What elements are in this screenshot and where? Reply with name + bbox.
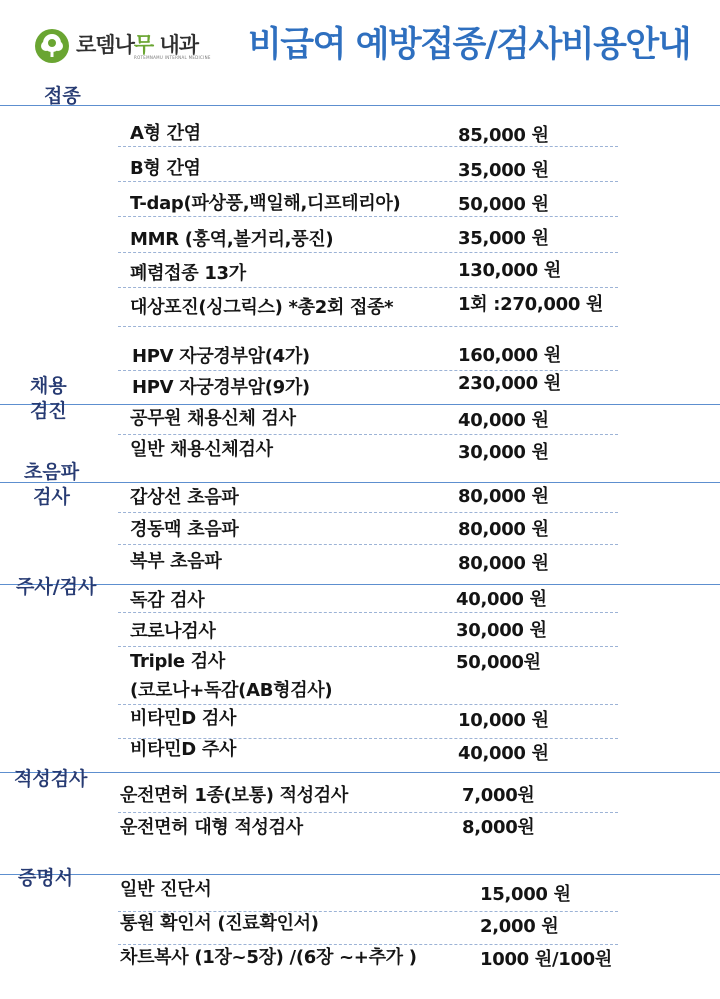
item-price: 50,000 원 — [458, 194, 549, 215]
row-divider — [118, 704, 618, 705]
item-price: 230,000 원 — [458, 373, 561, 394]
item-price: 40,000 원 — [458, 743, 549, 764]
item-price: 130,000 원 — [458, 260, 561, 281]
item-price: 1000 원/100원 — [480, 949, 612, 970]
section-employment: 채용 검진 — [30, 375, 67, 422]
item-price: 160,000 원 — [458, 345, 561, 366]
logo-subtitle: ROTEMNAMU INTERNAL MEDICINE — [134, 55, 211, 60]
section-certificate: 증명서 — [18, 867, 74, 889]
item-price: 50,000원 — [456, 652, 541, 673]
item-name: 비타민D 주사 — [130, 739, 237, 760]
item-price: 40,000 원 — [458, 410, 549, 431]
item-price: 35,000 원 — [458, 160, 549, 181]
item-price: 8,000원 — [462, 817, 535, 838]
section-rule — [0, 482, 720, 483]
row-divider — [118, 544, 618, 545]
row-divider — [118, 370, 618, 371]
section-rule — [0, 584, 720, 585]
section-rule — [0, 105, 720, 106]
item-name: T-dap(파상풍,백일해,디프테리아) — [130, 193, 401, 214]
item-name: 독감 검사 — [130, 590, 205, 611]
logo-wordmark: 로뎀나무 내과 — [76, 33, 199, 57]
item-name: HPV 자궁경부암(9가) — [132, 377, 310, 398]
tree-logo-icon — [32, 26, 72, 66]
row-divider — [118, 512, 618, 513]
item-price: 1회 :270,000 원 — [458, 294, 604, 315]
row-divider — [118, 287, 618, 288]
item-name: A형 간염 — [130, 123, 201, 144]
row-divider — [118, 646, 618, 647]
row-divider — [118, 944, 618, 945]
item-name: 갑상선 초음파 — [130, 487, 239, 508]
item-name: 통원 확인서 (진료확인서) — [120, 913, 319, 934]
item-price: 7,000원 — [462, 785, 535, 806]
item-name: 운전면허 1종(보통) 적성검사 — [120, 785, 348, 806]
section-ultrasound: 초음파 검사 — [24, 461, 80, 508]
row-divider — [118, 326, 618, 327]
item-name: Triple 검사 — [130, 651, 225, 672]
item-name: B형 간염 — [130, 158, 201, 179]
item-price: 10,000 원 — [458, 710, 549, 731]
item-name: 폐렴접종 13가 — [130, 263, 246, 284]
item-name: MMR (홍역,볼거리,풍진) — [130, 229, 334, 250]
item-name: 경동맥 초음파 — [130, 519, 239, 540]
item-name: HPV 자궁경부암(4가) — [132, 346, 310, 367]
item-price: 30,000 원 — [458, 442, 549, 463]
item-price: 85,000 원 — [458, 125, 549, 146]
item-name: 비타민D 검사 — [130, 708, 237, 729]
section-injection: 주사/검사 — [16, 576, 97, 598]
item-name: 코로나검사 — [130, 621, 216, 642]
page-title: 비급여 예방접종/검사비용안내 — [248, 25, 690, 65]
row-divider — [118, 434, 618, 435]
item-price: 2,000 원 — [480, 916, 559, 937]
item-price: 80,000 원 — [458, 486, 549, 507]
item-price: 15,000 원 — [480, 884, 571, 905]
item-price: 40,000 원 — [456, 589, 547, 610]
row-divider — [118, 812, 618, 813]
item-name: 운전면허 대형 적성검사 — [120, 817, 303, 838]
item-price: 30,000 원 — [456, 620, 547, 641]
item-name: 대상포진(싱그릭스) *총2회 접종* — [130, 297, 394, 318]
row-divider — [118, 252, 618, 253]
item-price: 80,000 원 — [458, 553, 549, 574]
item-price: 35,000 원 — [458, 228, 549, 249]
item-name: 복부 초음파 — [130, 551, 222, 572]
clinic-logo — [32, 26, 211, 66]
item-name: 일반 채용신체검사 — [130, 439, 273, 460]
section-rule — [0, 772, 720, 773]
item-price: 80,000 원 — [458, 519, 549, 540]
item-name: 차트복사 (1장~5장) /(6장 ~+추가 ) — [120, 947, 417, 968]
item-name: 일반 진단서 — [120, 879, 212, 900]
section-vaccination: 접종 — [44, 85, 81, 107]
item-note: (코로나+독감(AB형검사) — [130, 680, 333, 701]
section-rule — [0, 874, 720, 875]
section-aptitude: 적성검사 — [14, 768, 88, 790]
section-rule — [0, 404, 720, 405]
item-name: 공무원 채용신체 검사 — [130, 408, 296, 429]
